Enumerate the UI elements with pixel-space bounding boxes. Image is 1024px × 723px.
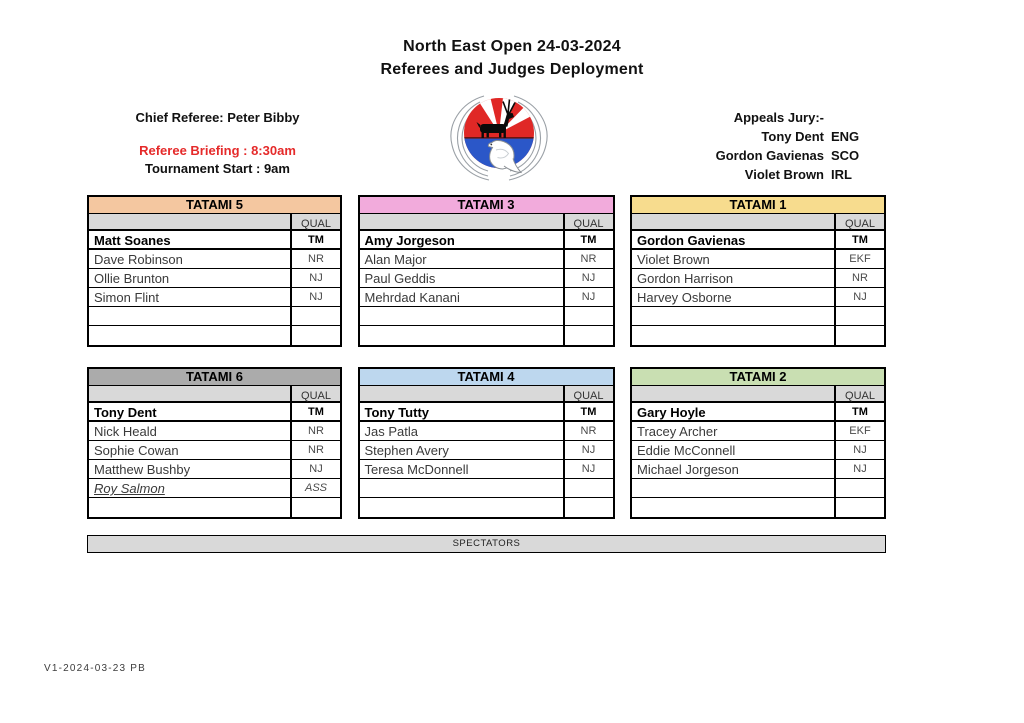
- qual-header-label: QUAL: [563, 214, 613, 229]
- official-name: [632, 498, 834, 517]
- official-name: Dave Robinson: [94, 252, 183, 267]
- official-name: Gordon Gavienas: [637, 233, 746, 248]
- jury-member-country: SCO: [831, 148, 860, 163]
- spectators-bar: SPECTATORS: [87, 535, 886, 553]
- table-row: [632, 441, 884, 460]
- official-qual: [834, 479, 884, 497]
- page-subtitle: Referees and Judges Deployment: [380, 61, 644, 78]
- official-name: [360, 479, 563, 497]
- table-row: [360, 460, 613, 479]
- official-name: Violet Brown: [637, 252, 710, 267]
- qual-header-row: [89, 214, 340, 231]
- qual-header-spacer: [632, 386, 834, 401]
- qual-header-label: QUAL: [834, 214, 884, 229]
- official-qual: TM: [834, 403, 884, 420]
- jury-member-country: ENG: [831, 129, 860, 144]
- tatami-title: TATAMI 4: [360, 369, 613, 386]
- table-row: [632, 326, 884, 345]
- qual-header-spacer: [360, 386, 563, 401]
- tatami-title: TATAMI 6: [89, 369, 340, 386]
- official-qual: NJ: [834, 441, 884, 459]
- official-name: Paul Geddis: [364, 271, 436, 286]
- tatami-table-tatami-1: [630, 195, 886, 347]
- official-name: [360, 326, 563, 345]
- official-qual: NR: [563, 422, 613, 440]
- table-row: [632, 231, 884, 250]
- tatami-title: TATAMI 3: [360, 197, 613, 214]
- qual-header-spacer: [632, 214, 834, 229]
- table-row: [89, 269, 340, 288]
- official-name: Gordon Harrison: [637, 271, 734, 286]
- appeals-jury-title: Appeals Jury:-: [733, 110, 824, 125]
- qual-header-row: [632, 386, 884, 403]
- qual-header-label: QUAL: [563, 386, 613, 401]
- official-name: Nick Heald: [94, 424, 157, 439]
- table-row: [360, 250, 613, 269]
- tatami-table-tatami-3: [358, 195, 615, 347]
- official-name: [632, 326, 834, 345]
- table-row: [89, 460, 340, 479]
- official-qual: EKF: [834, 250, 884, 268]
- table-row: [360, 441, 613, 460]
- official-name: Gary Hoyle: [637, 405, 706, 420]
- jury-member-country: IRL: [831, 167, 852, 182]
- table-row: [360, 231, 613, 250]
- table-row: [89, 479, 340, 498]
- official-name: Michael Jorgeson: [637, 462, 739, 477]
- jury-member-name: Tony Dent: [761, 129, 824, 144]
- official-qual: NJ: [563, 288, 613, 306]
- table-row: [632, 250, 884, 269]
- official-qual: EKF: [834, 422, 884, 440]
- table-row: [632, 460, 884, 479]
- qual-header-spacer: [89, 214, 290, 229]
- official-name: Amy Jorgeson: [364, 233, 455, 248]
- official-name: Stephen Avery: [364, 443, 449, 458]
- qual-header-row: [632, 214, 884, 231]
- official-qual: [290, 326, 340, 345]
- official-name: Teresa McDonnell: [364, 462, 469, 477]
- club-logo: [444, 86, 554, 188]
- official-qual: NJ: [834, 460, 884, 478]
- official-qual: NJ: [834, 288, 884, 306]
- table-row: [632, 288, 884, 307]
- official-name: Mehrdad Kanani: [364, 290, 460, 305]
- official-qual: NR: [834, 269, 884, 287]
- table-row: [632, 498, 884, 517]
- table-row: [89, 403, 340, 422]
- tatami-title: TATAMI 2: [632, 369, 884, 386]
- qual-header-label: QUAL: [290, 214, 340, 229]
- tatami-table-tatami-4: [358, 367, 615, 519]
- qual-header-row: [360, 386, 613, 403]
- left-header-block: [95, 110, 340, 176]
- qual-header-label: QUAL: [834, 386, 884, 401]
- table-row: [360, 307, 613, 326]
- official-name: Jas Patla: [364, 424, 418, 439]
- page-title: North East Open 24-03-2024: [403, 38, 621, 55]
- official-qual: NJ: [563, 441, 613, 459]
- table-row: [360, 498, 613, 517]
- jury-member-name: Gordon Gavienas: [715, 148, 824, 163]
- official-qual: NJ: [290, 460, 340, 478]
- table-row: [632, 307, 884, 326]
- table-row: [360, 326, 613, 345]
- official-qual: TM: [834, 231, 884, 248]
- official-qual: ASS: [290, 479, 340, 497]
- official-name: Matthew Bushby: [94, 462, 191, 477]
- official-qual: TM: [290, 231, 340, 248]
- table-row: [360, 269, 613, 288]
- official-qual: NR: [290, 441, 340, 459]
- official-name: Alan Major: [364, 252, 427, 267]
- official-qual: NJ: [563, 460, 613, 478]
- table-row: [632, 479, 884, 498]
- referee-briefing-label: Referee Briefing : 8:30am: [139, 143, 296, 158]
- official-qual: TM: [290, 403, 340, 420]
- official-qual: NJ: [290, 269, 340, 287]
- official-qual: [290, 307, 340, 325]
- official-name: [360, 498, 563, 517]
- tatami-table-tatami-6: [87, 367, 342, 519]
- qual-header-row: [360, 214, 613, 231]
- official-name: [89, 498, 290, 517]
- qual-header-label: QUAL: [290, 386, 340, 401]
- table-row: [632, 422, 884, 441]
- table-row: [632, 403, 884, 422]
- official-name: [632, 307, 834, 325]
- official-name: [360, 307, 563, 325]
- version-footer: V1-2024-03-23 PB: [44, 663, 147, 674]
- official-qual: NJ: [563, 269, 613, 287]
- tournament-start-label: Tournament Start : 9am: [145, 161, 290, 176]
- official-name: Roy Salmon: [94, 481, 165, 496]
- table-row: [360, 479, 613, 498]
- official-qual: [563, 479, 613, 497]
- stag-dove-emblem-icon: [444, 86, 554, 188]
- official-name: Tony Tutty: [364, 405, 430, 420]
- table-row: [89, 307, 340, 326]
- official-qual: TM: [563, 403, 613, 420]
- official-qual: NJ: [290, 288, 340, 306]
- official-qual: [834, 326, 884, 345]
- official-name: Simon Flint: [94, 290, 160, 305]
- official-qual: TM: [563, 231, 613, 248]
- table-row: [89, 326, 340, 345]
- official-qual: [834, 498, 884, 517]
- tatami-table-tatami-5: [87, 195, 342, 347]
- official-qual: [563, 498, 613, 517]
- official-qual: NR: [290, 422, 340, 440]
- table-row: [89, 498, 340, 517]
- table-row: [89, 422, 340, 441]
- qual-header-row: [89, 386, 340, 403]
- official-name: Eddie McConnell: [637, 443, 736, 458]
- qual-header-spacer: [89, 386, 290, 401]
- official-qual: NR: [563, 250, 613, 268]
- official-name: [89, 326, 290, 345]
- tatami-title: TATAMI 1: [632, 197, 884, 214]
- official-name: Tony Dent: [94, 405, 157, 420]
- official-name: Matt Soanes: [94, 233, 171, 248]
- table-row: [89, 441, 340, 460]
- official-name: Tracey Archer: [637, 424, 718, 439]
- official-qual: [290, 498, 340, 517]
- tatami-table-tatami-2: [630, 367, 886, 519]
- table-row: [89, 250, 340, 269]
- table-row: [360, 422, 613, 441]
- official-qual: [563, 307, 613, 325]
- chief-referee-label: Chief Referee: Peter Bibby: [135, 110, 300, 125]
- table-row: [360, 403, 613, 422]
- official-qual: [834, 307, 884, 325]
- official-name: Sophie Cowan: [94, 443, 179, 458]
- official-qual: NR: [290, 250, 340, 268]
- official-name: [89, 307, 290, 325]
- jury-member-name: Violet Brown: [744, 167, 824, 182]
- official-name: Harvey Osborne: [637, 290, 732, 305]
- official-qual: [563, 326, 613, 345]
- official-name: Ollie Brunton: [94, 271, 170, 286]
- appeals-jury-block: [692, 110, 872, 182]
- tatami-grid: [87, 195, 886, 519]
- table-row: [360, 288, 613, 307]
- table-row: [89, 288, 340, 307]
- table-row: [632, 269, 884, 288]
- table-row: [89, 231, 340, 250]
- qual-header-spacer: [360, 214, 563, 229]
- tatami-title: TATAMI 5: [89, 197, 340, 214]
- official-name: [632, 479, 834, 497]
